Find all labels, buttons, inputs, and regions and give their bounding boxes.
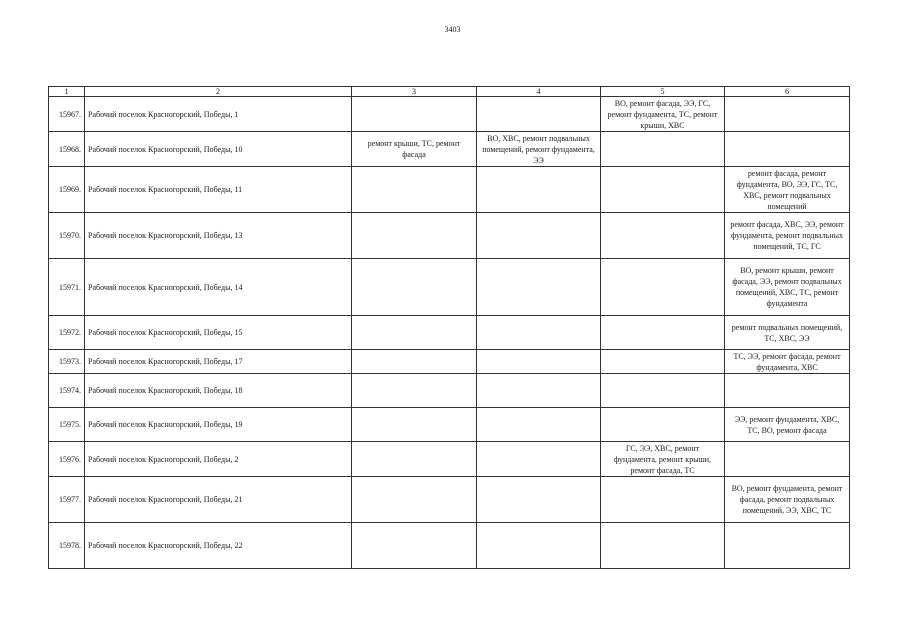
period-cell-3: ремонт крыши, ТС, ремонт фасада — [352, 132, 477, 167]
period-cell-4 — [477, 477, 601, 523]
address-cell: Рабочий поселок Красногорский, Победы, 21 — [85, 477, 352, 523]
period-cell-4 — [477, 442, 601, 477]
address-cell: Рабочий поселок Красногорский, Победы, 17 — [85, 350, 352, 374]
period-cell-3 — [352, 316, 477, 350]
table-row — [49, 408, 850, 442]
period-cell-4 — [477, 408, 601, 442]
address-cell: Рабочий поселок Красногорский, Победы, 1 — [85, 97, 352, 132]
period-cell-5: ВО, ремонт фасада, ЭЭ, ГС, ремонт фундамента, ТС, ремонт крыши, ХВС — [601, 97, 725, 132]
row-number: 15972. — [49, 316, 85, 350]
period-cell-5 — [601, 477, 725, 523]
period-cell-3 — [352, 442, 477, 477]
address-cell: Рабочий поселок Красногорский, Победы, 19 — [85, 408, 352, 442]
table-row — [49, 167, 850, 213]
period-cell-5 — [601, 374, 725, 408]
period-cell-3 — [352, 213, 477, 259]
period-cell-4 — [477, 350, 601, 374]
period-cell-5 — [601, 167, 725, 213]
column-header-3: 3 — [352, 87, 477, 97]
period-cell-6: ВО, ремонт фундамента, ремонт фасада, ремонт подвальных помещений, ЭЭ, ХВС, ТС — [725, 477, 850, 523]
period-cell-6: ремонт подвальных помещений, ТС, ХВС, ЭЭ — [725, 316, 850, 350]
period-cell-6 — [725, 374, 850, 408]
address-cell: Рабочий поселок Красногорский, Победы, 18 — [85, 374, 352, 408]
period-cell-5 — [601, 213, 725, 259]
period-cell-3 — [352, 408, 477, 442]
address-cell: Рабочий поселок Красногорский, Победы, 15 — [85, 316, 352, 350]
works-table — [48, 86, 850, 569]
period-cell-6 — [725, 97, 850, 132]
period-cell-6: ВО, ремонт крыши, ремонт фасада, ЭЭ, ремонт подвальных помещений, ХВС, ТС, ремонт фундамента — [725, 259, 850, 316]
period-cell-3 — [352, 374, 477, 408]
period-cell-5 — [601, 132, 725, 167]
period-cell-5 — [601, 350, 725, 374]
address-cell: Рабочий поселок Красногорский, Победы, 10 — [85, 132, 352, 167]
column-header-6: 6 — [725, 87, 850, 97]
period-cell-3 — [352, 97, 477, 132]
row-number: 15974. — [49, 374, 85, 408]
table-row — [49, 316, 850, 350]
address-cell: Рабочий поселок Красногорский, Победы, 14 — [85, 259, 352, 316]
period-cell-3 — [352, 259, 477, 316]
period-cell-5 — [601, 408, 725, 442]
period-cell-3 — [352, 350, 477, 374]
period-cell-6: ТС, ЭЭ, ремонт фасада, ремонт фундамента, ХВС — [725, 350, 850, 374]
column-header-2: 2 — [85, 87, 352, 97]
period-cell-6 — [725, 132, 850, 167]
row-number: 15976. — [49, 442, 85, 477]
row-number: 15970. — [49, 213, 85, 259]
table-row — [49, 132, 850, 167]
period-cell-4 — [477, 97, 601, 132]
period-cell-3 — [352, 523, 477, 569]
row-number: 15978. — [49, 523, 85, 569]
period-cell-5 — [601, 316, 725, 350]
column-header-5: 5 — [601, 87, 725, 97]
period-cell-6 — [725, 442, 850, 477]
table-row — [49, 442, 850, 477]
row-number: 15967. — [49, 97, 85, 132]
period-cell-4 — [477, 316, 601, 350]
table-row — [49, 213, 850, 259]
column-header-4: 4 — [477, 87, 601, 97]
row-number: 15975. — [49, 408, 85, 442]
period-cell-3 — [352, 167, 477, 213]
period-cell-5: ГС, ЭЭ, ХВС, ремонт фундамента, ремонт крыши, ремонт фасада, ТС — [601, 442, 725, 477]
header-row — [49, 87, 850, 97]
period-cell-6: ремонт фасада, ремонт фундамента, ВО, ЭЭ, ГС, ТС, ХВС, ремонт подвальных помещений — [725, 167, 850, 213]
row-number: 15971. — [49, 259, 85, 316]
column-header-1: 1 — [49, 87, 85, 97]
period-cell-4: ВО, ХВС, ремонт подвальных помещений, ремонт фундамента, ЭЭ — [477, 132, 601, 167]
period-cell-6: ЭЭ, ремонт фундамента, ХВС, ТС, ВО, ремонт фасада — [725, 408, 850, 442]
table-row — [49, 374, 850, 408]
period-cell-4 — [477, 523, 601, 569]
table-row — [49, 477, 850, 523]
row-number: 15969. — [49, 167, 85, 213]
period-cell-4 — [477, 167, 601, 213]
period-cell-3 — [352, 477, 477, 523]
period-cell-6: ремонт фасада, ХВС, ЭЭ, ремонт фундамента, ремонт подвальных помещений, ТС, ГС — [725, 213, 850, 259]
page-number: 3403 — [444, 25, 461, 34]
table-row — [49, 350, 850, 374]
table-row — [49, 97, 850, 132]
row-number: 15973. — [49, 350, 85, 374]
period-cell-4 — [477, 259, 601, 316]
period-cell-4 — [477, 213, 601, 259]
table-row — [49, 259, 850, 316]
period-cell-6 — [725, 523, 850, 569]
row-number: 15977. — [49, 477, 85, 523]
address-cell: Рабочий поселок Красногорский, Победы, 22 — [85, 523, 352, 569]
table-row — [49, 523, 850, 569]
period-cell-5 — [601, 259, 725, 316]
address-cell: Рабочий поселок Красногорский, Победы, 11 — [85, 167, 352, 213]
row-number: 15968. — [49, 132, 85, 167]
period-cell-5 — [601, 523, 725, 569]
address-cell: Рабочий поселок Красногорский, Победы, 2 — [85, 442, 352, 477]
period-cell-4 — [477, 374, 601, 408]
address-cell: Рабочий поселок Красногорский, Победы, 13 — [85, 213, 352, 259]
